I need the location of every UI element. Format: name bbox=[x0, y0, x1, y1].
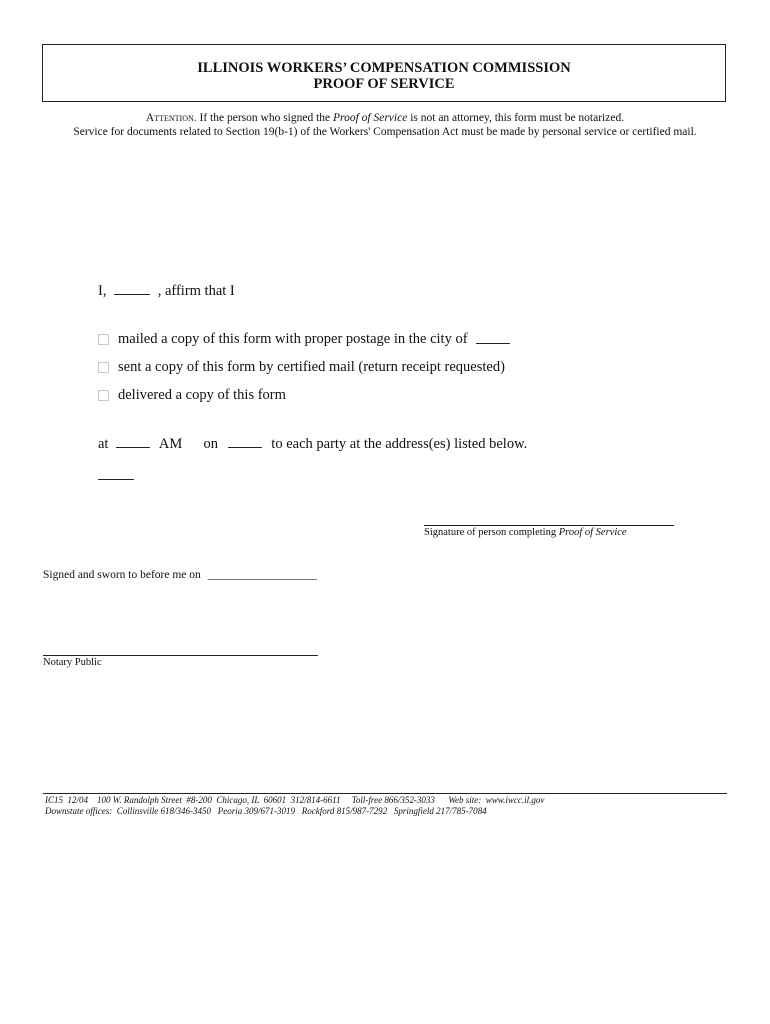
option-mailed bbox=[98, 331, 510, 348]
attention-text-b: is not an attorney, this form must be notarized. bbox=[407, 112, 625, 124]
mailed-checkbox[interactable] bbox=[98, 334, 109, 345]
service-time-line bbox=[98, 436, 527, 453]
affirm-suffix: , affirm that I bbox=[157, 283, 235, 299]
affirm-prefix: I, bbox=[98, 283, 107, 299]
date-blank[interactable] bbox=[228, 446, 262, 448]
signature-label-text: Signature of person completing bbox=[424, 527, 559, 538]
option-delivered-label: delivered a copy of this form bbox=[118, 387, 286, 403]
am-label: AM bbox=[158, 436, 183, 452]
attention-text-a: If the person who signed the bbox=[196, 112, 334, 124]
address-blank[interactable] bbox=[98, 479, 134, 480]
option-certified bbox=[98, 359, 505, 376]
sworn-date-blank[interactable]: ___________________ bbox=[207, 569, 317, 581]
name-blank[interactable] bbox=[114, 293, 150, 295]
at-rest-label: to each party at the address(es) listed below. bbox=[271, 436, 528, 452]
delivered-checkbox[interactable] bbox=[98, 390, 109, 401]
footer bbox=[45, 795, 544, 817]
on-label: on bbox=[203, 436, 219, 452]
time-blank[interactable] bbox=[116, 446, 150, 448]
affirm-line bbox=[98, 283, 235, 300]
footer-line-1: IC15 12/04 100 W. Randolph Street #8-200 Chicago, IL 60601 312/814-6611 Toll-free 866/352-3033 Web site: www.iwcc.il.gov bbox=[45, 795, 545, 805]
city-blank[interactable] bbox=[476, 342, 510, 344]
attention-line-2: Service for documents related to Section 19(b-1) of the Workers' Compensation Act must be made by personal service or certified mail. bbox=[73, 125, 697, 138]
notary-signature-line[interactable] bbox=[43, 655, 318, 656]
attention-notice bbox=[0, 112, 770, 139]
sworn-line bbox=[43, 569, 317, 581]
attention-label: Attention. bbox=[145, 112, 197, 124]
certified-checkbox[interactable] bbox=[98, 362, 109, 373]
signature-label-emphasis: Proof of Service bbox=[558, 527, 627, 538]
footer-line-2: Downstate offices: Collinsville 618/346-3450 Peoria 309/671-3019 Rockford 815/987-7292 Springfield 217/785-7084 bbox=[45, 806, 487, 816]
attention-emphasis: Proof of Service bbox=[333, 112, 408, 124]
form-title: ILLINOIS WORKERS’ COMPENSATION COMMISSION bbox=[197, 60, 571, 76]
form-header bbox=[42, 44, 726, 102]
notary-label: Notary Public bbox=[43, 657, 102, 668]
option-certified-label: sent a copy of this form by certified mail (return receipt requested) bbox=[118, 359, 505, 375]
signature-line[interactable] bbox=[424, 525, 674, 526]
attention-line-1 bbox=[0, 112, 770, 126]
footer-divider bbox=[43, 793, 727, 794]
at-label: at bbox=[98, 436, 109, 452]
sworn-label: Signed and sworn to before me on bbox=[43, 569, 201, 581]
option-mailed-label: mailed a copy of this form with proper postage in the city of bbox=[118, 331, 468, 347]
signature-label bbox=[424, 527, 627, 538]
option-delivered bbox=[98, 387, 286, 404]
form-subtitle: PROOF OF SERVICE bbox=[313, 76, 455, 92]
